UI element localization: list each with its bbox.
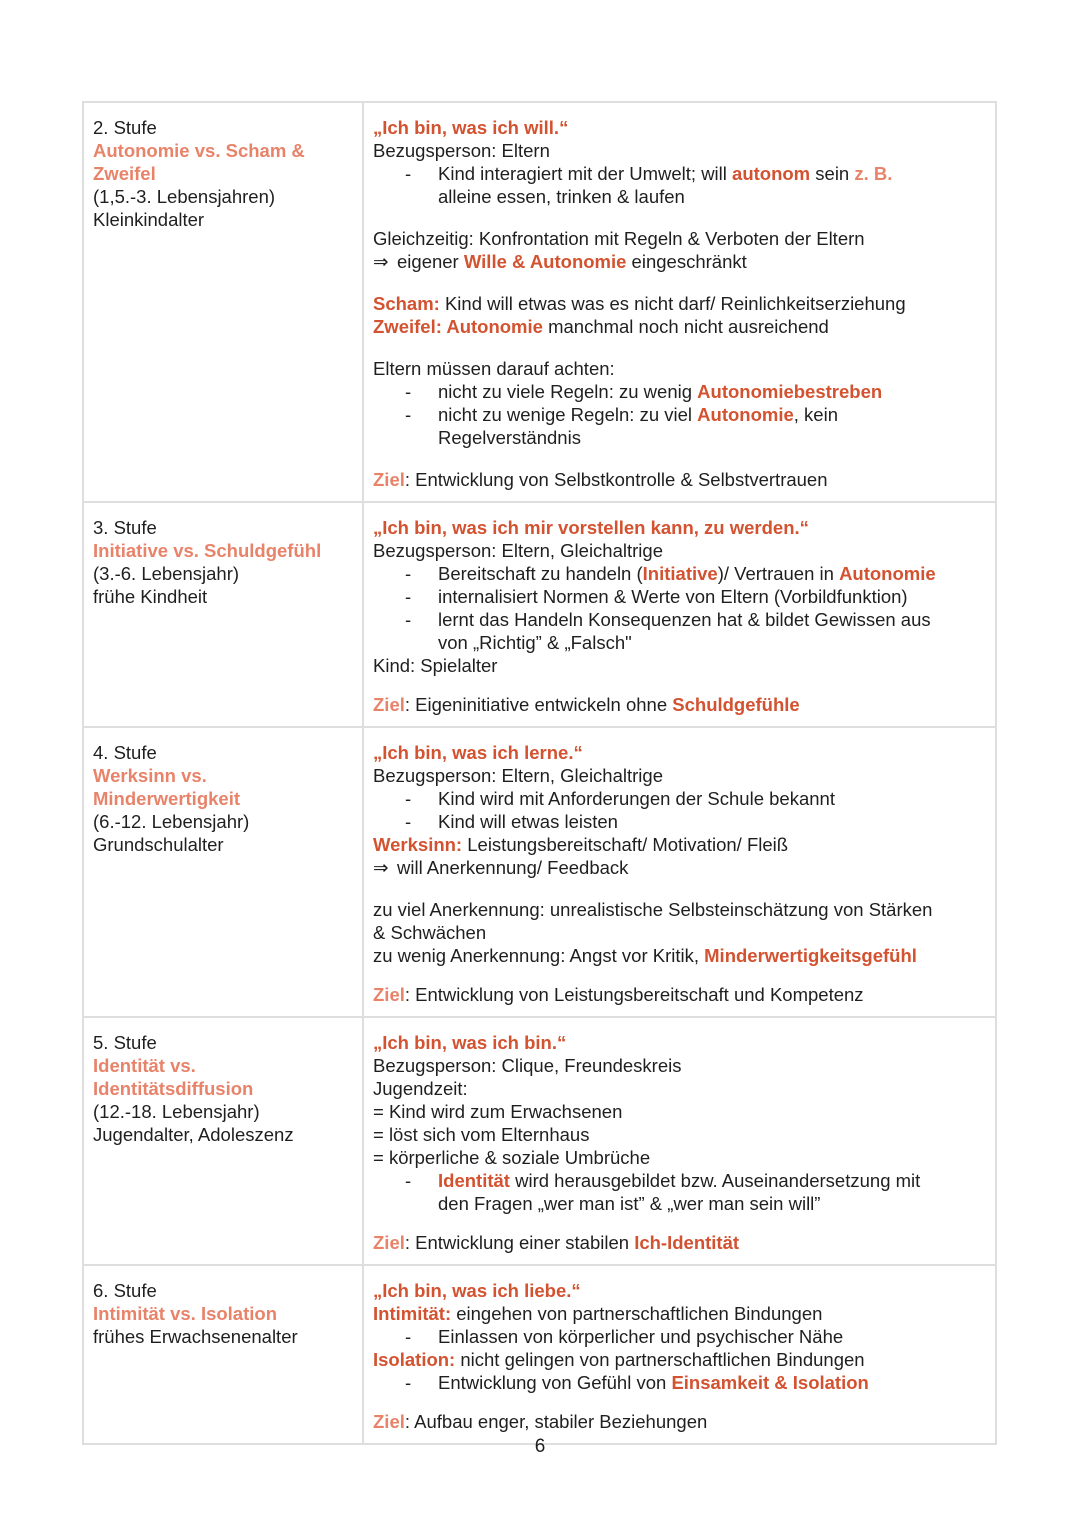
stage-label: 3. Stufe [93,517,157,538]
goal-line: Ziel: Eigeninitiative entwickeln ohne Schuldgefühle [373,694,800,715]
text-line: = löst sich vom Elternhaus [373,1124,590,1145]
goal-line: Ziel: Entwicklung von Selbstkontrolle & Selbstvertrauen [373,469,828,490]
list-item: - Entwicklung von Gefühl von Einsamkeit & Isolation [405,1372,869,1393]
stage-quote: „Ich bin, was ich liebe.“ [373,1280,581,1301]
stage-title: Identität vs. Identitätsdiffusion [93,1055,254,1099]
stage-title: Autonomie vs. Scham & Zweifel [93,140,305,184]
goal-line: Ziel: Entwicklung einer stabilen Ich-Identität [373,1232,740,1253]
stage-period: frühe Kindheit [93,586,208,607]
stage-quote: „Ich bin, was ich will.“ [373,117,569,138]
stage-age: (12.-18. Lebensjahr) [93,1101,260,1122]
text-line: Scham: Kind will etwas was es nicht darf/ Reinlichkeitserziehung [373,293,906,314]
stage-title: Intimität vs. Isolation [93,1303,277,1324]
stage-label: 5. Stufe [93,1032,157,1053]
table-row [83,1265,996,1444]
list-item: - nicht zu wenige Regeln: zu viel Autonomie, kein Regelverständnis [405,404,838,448]
table-row [83,727,996,1017]
stage-cell [83,1265,363,1444]
table-row [83,102,996,502]
reference-person: Bezugsperson: Eltern, Gleichaltrige [373,540,663,561]
stage-quote: „Ich bin, was ich mir vorstellen kann, zu werden.“ [373,517,809,538]
text-line: Eltern müssen darauf achten: [373,358,615,379]
text-line: = Kind wird zum Erwachsenen [373,1101,623,1122]
stage-age: (3.-6. Lebensjahr) [93,563,240,584]
list-item: - Identität wird herausgebildet bzw. Auseinandersetzung mit den Fragen „wer man ist” & „wer man sein will” [405,1170,921,1214]
stage-description-cell [363,1017,996,1265]
list-item: - Kind interagiert mit der Umwelt; will autonom sein z. B. alleine essen, trinken & laufen [405,163,893,207]
text-line: ⇒ eigener Wille & Autonomie eingeschränkt [373,251,747,272]
text-line: Zweifel: Autonomie manchmal noch nicht ausreichend [373,316,829,337]
list-item: - Kind will etwas leisten [405,811,618,832]
stage-label: 2. Stufe [93,117,157,138]
reference-person: Bezugsperson: Eltern, Gleichaltrige [373,765,663,786]
text-line: zu viel Anerkennung: unrealistische Selbsteinschätzung von Stärken & Schwächen [373,899,933,943]
stage-title: Initiative vs. Schuldgefühl [93,540,322,561]
page-number: 6 [534,1436,546,1457]
stage-description-cell [363,1265,996,1444]
stage-description-cell [363,502,996,727]
stage-period: Jugendalter, Adoleszenz [93,1124,294,1145]
stage-period: Kleinkindalter [93,209,205,230]
stage-cell [83,727,363,1017]
table-row [83,502,996,727]
stage-title: Werksinn vs. Minderwertigkeit [93,765,240,809]
text-line: Kind: Spielalter [373,655,498,676]
table-row [83,1017,996,1265]
stage-description-cell [363,102,996,502]
list-item: - lernt das Handeln Konsequenzen hat & bildet Gewissen aus von „Richtig” & „Falsch" [405,609,931,653]
text-line: zu wenig Anerkennung: Angst vor Kritik, Minderwertigkeitsgefühl [373,945,917,966]
text-line: Gleichzeitig: Konfrontation mit Regeln & Verboten der Eltern [373,228,865,249]
list-item: - nicht zu viele Regeln: zu wenig Autonomiebestreben [405,381,883,402]
text-line: Intimität: eingehen von partnerschaftlichen Bindungen [373,1303,823,1324]
stage-age: (1,5.-3. Lebensjahren) [93,186,276,207]
goal-line: Ziel: Entwicklung von Leistungsbereitschaft und Kompetenz [373,984,864,1005]
list-item: - Kind wird mit Anforderungen der Schule bekannt [405,788,835,809]
text-line: = körperliche & soziale Umbrüche [373,1147,651,1168]
stage-age: (6.-12. Lebensjahr) [93,811,250,832]
stage-label: 6. Stufe [93,1280,157,1301]
stage-quote: „Ich bin, was ich bin.“ [373,1032,567,1053]
stage-description-cell [363,727,996,1017]
text-line: Werksinn: Leistungsbereitschaft/ Motivation/ Fleiß [373,834,789,855]
text-line: ⇒ will Anerkennung/ Feedback [373,857,629,878]
stage-cell [83,502,363,727]
goal-line: Ziel: Aufbau enger, stabiler Beziehungen [373,1411,708,1432]
stage-period: Grundschulalter [93,834,224,855]
stage-cell [83,102,363,502]
stage-label: 4. Stufe [93,742,157,763]
text-line: Jugendzeit: [373,1078,468,1099]
stages-table [82,101,997,1445]
list-item: - Bereitschaft zu handeln (Initiative)/ Vertrauen in Autonomie [405,563,936,584]
text-line: Isolation: nicht gelingen von partnerschaftlichen Bindungen [373,1349,865,1370]
stage-quote: „Ich bin, was ich lerne.“ [373,742,583,763]
stage-period: frühes Erwachsenenalter [93,1326,298,1347]
stage-cell [83,1017,363,1265]
list-item: - internalisiert Normen & Werte von Eltern (Vorbildfunktion) [405,586,908,607]
reference-person: Bezugsperson: Eltern [373,140,550,161]
reference-person: Bezugsperson: Clique, Freundeskreis [373,1055,682,1076]
list-item: - Einlassen von körperlicher und psychischer Nähe [405,1326,844,1347]
